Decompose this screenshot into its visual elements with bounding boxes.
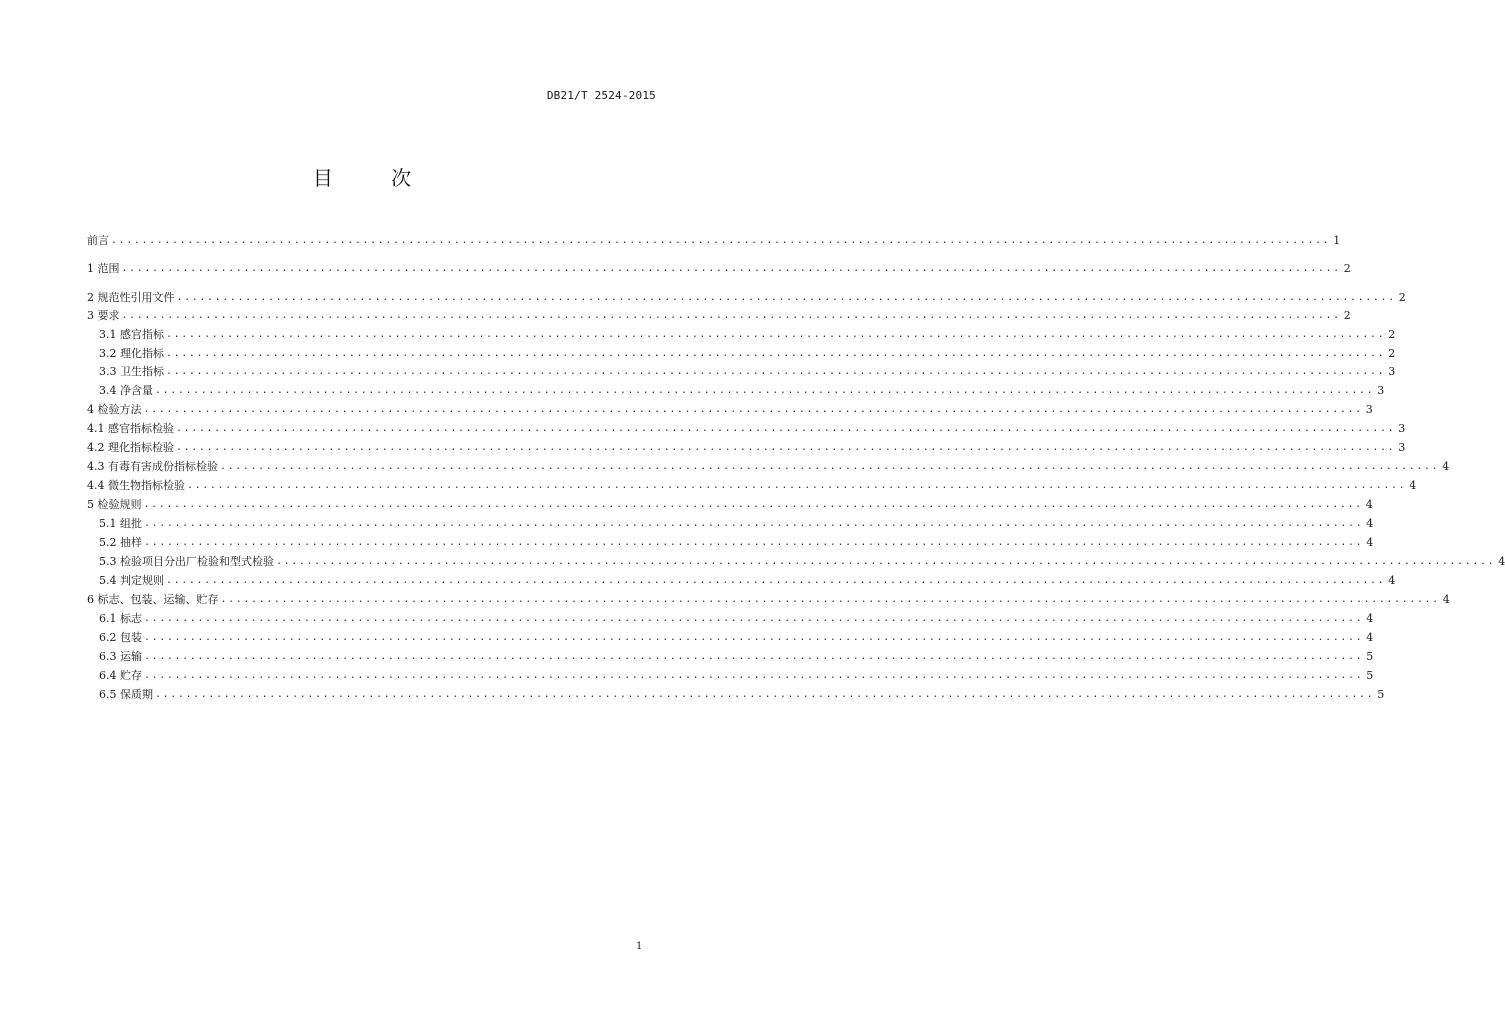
toc-entry[interactable] bbox=[99, 570, 1396, 588]
toc-dot-leader: ................................................................................................................................................................ bbox=[111, 235, 1331, 246]
toc-entry-page: 3 bbox=[1377, 384, 1385, 397]
toc-entry[interactable] bbox=[99, 361, 1396, 379]
toc-dot-leader: ................................................................................................................................................................ bbox=[144, 670, 1364, 681]
toc-entry[interactable] bbox=[99, 684, 1385, 702]
toc-dot-leader: ................................................................................................................................................................ bbox=[155, 689, 1375, 700]
toc-entry-page: 1 bbox=[1333, 234, 1341, 247]
toc-entry-page: 4 bbox=[1366, 631, 1374, 644]
toc-entry-page: 3 bbox=[1388, 365, 1396, 378]
toc-entry[interactable] bbox=[99, 551, 1505, 569]
toc-entry-page: 2 bbox=[1398, 291, 1406, 304]
document-code: DB21/T 2524-2015 bbox=[546, 89, 656, 102]
toc-entry[interactable] bbox=[99, 343, 1396, 361]
toc-entry[interactable] bbox=[87, 305, 1351, 323]
toc-entry-page: 4 bbox=[1409, 479, 1417, 492]
toc-entry-title: 3 要求 bbox=[87, 309, 120, 322]
toc-entry[interactable] bbox=[99, 380, 1385, 398]
toc-entry-title: 3.2 理化指标 bbox=[99, 347, 164, 360]
toc-dot-leader: ................................................................................................................................................................ bbox=[166, 575, 1386, 586]
toc-entry-page: 4 bbox=[1442, 460, 1450, 473]
toc-dot-leader: ................................................................................................................................................................ bbox=[166, 348, 1386, 359]
toc-entry-page: 4 bbox=[1442, 593, 1450, 606]
toc-entry-title: 1 范围 bbox=[87, 262, 120, 275]
toc-dot-leader: ................................................................................................................................................................ bbox=[166, 366, 1386, 377]
toc-entry-page: 3 bbox=[1398, 422, 1406, 435]
toc-entry-title: 2 规范性引用文件 bbox=[87, 291, 175, 304]
toc-dot-leader: ................................................................................................................................................................ bbox=[121, 310, 1341, 321]
toc-entry-page: 4 bbox=[1498, 555, 1505, 568]
toc-entry-title: 6.2 包装 bbox=[99, 631, 142, 644]
toc-entry-page: 3 bbox=[1365, 403, 1373, 416]
toc-entry-page: 5 bbox=[1377, 688, 1385, 701]
toc-entry-title: 4.3 有毒有害成份指标检验 bbox=[87, 460, 218, 473]
toc-entry-page: 2 bbox=[1388, 328, 1396, 341]
toc-dot-leader: ................................................................................................................................................................ bbox=[144, 518, 1364, 529]
toc-entry-page: 4 bbox=[1365, 498, 1373, 511]
toc-dot-leader: ................................................................................................................................................................ bbox=[144, 632, 1364, 643]
toc-entry[interactable] bbox=[99, 608, 1374, 626]
toc-dot-leader: ................................................................................................................................................................ bbox=[220, 461, 1440, 472]
toc-entry-title: 3.4 净含量 bbox=[99, 384, 153, 397]
page-title: 目 次 bbox=[312, 166, 438, 190]
page-number: 1 bbox=[636, 941, 643, 952]
toc-entry-page: 4 bbox=[1366, 517, 1374, 530]
toc-entry-title: 6.1 标志 bbox=[99, 612, 142, 625]
toc-dot-leader: ................................................................................................................................................................ bbox=[144, 613, 1364, 624]
toc-entry[interactable] bbox=[87, 399, 1373, 417]
toc-entry-title: 6.5 保质期 bbox=[99, 688, 153, 701]
toc-entry-page: 4 bbox=[1366, 536, 1374, 549]
toc-entry-title: 5.2 抽样 bbox=[99, 536, 142, 549]
toc-entry[interactable] bbox=[99, 532, 1374, 550]
toc-entry[interactable] bbox=[87, 230, 1341, 248]
toc-entry-title: 5.1 组批 bbox=[99, 517, 142, 530]
toc-entry[interactable] bbox=[99, 665, 1374, 683]
toc-dot-leader: ................................................................................................................................................................ bbox=[155, 385, 1375, 396]
toc-entry-title: 4.4 微生物指标检验 bbox=[87, 479, 185, 492]
toc-entry-page: 3 bbox=[1398, 441, 1406, 454]
toc-entry-title: 前言 bbox=[87, 234, 109, 247]
toc-entry-title: 3.3 卫生指标 bbox=[99, 365, 164, 378]
toc-entry[interactable] bbox=[87, 494, 1373, 512]
toc-entry[interactable] bbox=[99, 627, 1374, 645]
toc-entry[interactable] bbox=[87, 418, 1406, 436]
toc-entry[interactable] bbox=[99, 513, 1374, 531]
toc-dot-leader: ................................................................................................................................................................ bbox=[143, 404, 1363, 415]
toc-dot-leader: ................................................................................................................................................................ bbox=[176, 292, 1396, 303]
toc-entry-title: 6 标志、包装、运输、贮存 bbox=[87, 593, 219, 606]
toc-dot-leader: ................................................................................................................................................................ bbox=[176, 442, 1396, 453]
toc-entry-title: 6.3 运输 bbox=[99, 650, 142, 663]
toc-entry-page: 4 bbox=[1388, 574, 1396, 587]
toc-entry-title: 5.3 检验项目分出厂检验和型式检验 bbox=[99, 555, 274, 568]
toc-entry[interactable] bbox=[87, 437, 1406, 455]
toc-entry[interactable] bbox=[87, 589, 1450, 607]
toc-dot-leader: ................................................................................................................................................................ bbox=[176, 423, 1396, 434]
toc-dot-leader: ................................................................................................................................................................ bbox=[220, 594, 1440, 605]
toc-entry-title: 5 检验规则 bbox=[87, 498, 142, 511]
toc-dot-leader: ................................................................................................................................................................ bbox=[144, 537, 1364, 548]
toc-entry-page: 2 bbox=[1343, 262, 1351, 275]
toc-entry-title: 4.2 理化指标检验 bbox=[87, 441, 174, 454]
toc-entry[interactable] bbox=[87, 456, 1450, 474]
toc-entry-title: 6.4 贮存 bbox=[99, 669, 142, 682]
toc-entry[interactable] bbox=[87, 287, 1406, 305]
toc-entry-page: 2 bbox=[1343, 309, 1351, 322]
toc-entry[interactable] bbox=[99, 324, 1396, 342]
toc-dot-leader: ................................................................................................................................................................ bbox=[166, 329, 1386, 340]
toc-entry-title: 4 检验方法 bbox=[87, 403, 142, 416]
toc-entry[interactable] bbox=[99, 646, 1374, 664]
toc-entry-title: 4.1 感官指标检验 bbox=[87, 422, 174, 435]
toc-entry-page: 5 bbox=[1366, 669, 1374, 682]
toc-dot-leader: ................................................................................................................................................................ bbox=[143, 499, 1363, 510]
toc-entry-page: 4 bbox=[1366, 612, 1374, 625]
toc-dot-leader: ................................................................................................................................................................ bbox=[187, 480, 1407, 491]
toc-entry[interactable] bbox=[87, 475, 1417, 493]
toc-entry-title: 3.1 感官指标 bbox=[99, 328, 164, 341]
toc-entry[interactable] bbox=[87, 258, 1351, 276]
toc-dot-leader: ................................................................................................................................................................ bbox=[144, 651, 1364, 662]
toc-entry-page: 2 bbox=[1388, 347, 1396, 360]
toc-dot-leader: ................................................................................................................................................................ bbox=[276, 556, 1496, 567]
toc-entry-title: 5.4 判定规则 bbox=[99, 574, 164, 587]
toc-entry-page: 5 bbox=[1366, 650, 1374, 663]
toc-dot-leader: ................................................................................................................................................................ bbox=[121, 263, 1341, 274]
